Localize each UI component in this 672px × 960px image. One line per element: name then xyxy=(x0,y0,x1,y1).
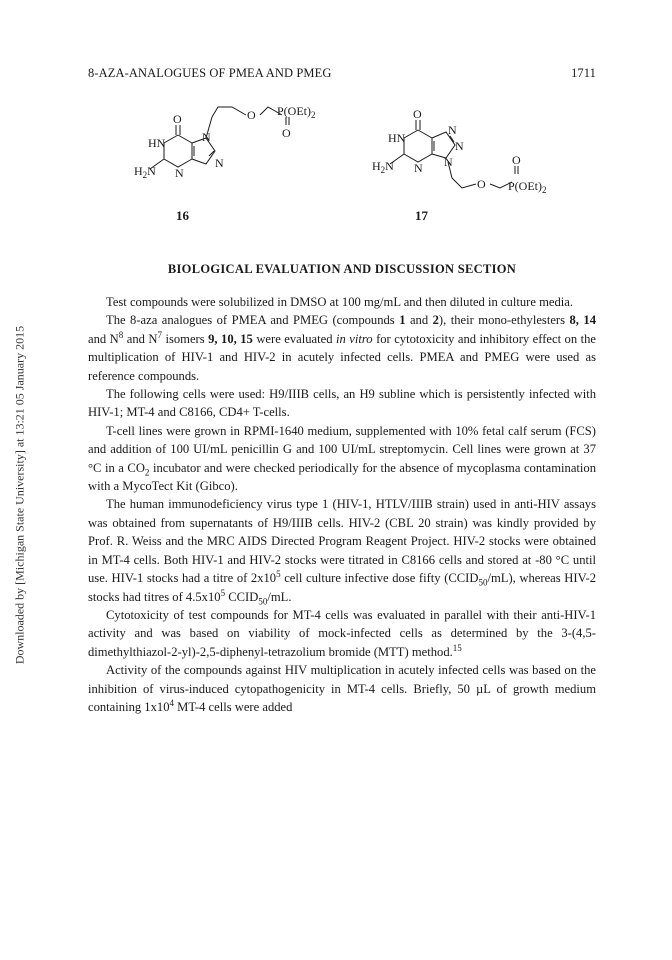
atom-p-group: $P(OEt)_2$ xyxy=(508,179,547,195)
atom-p-group: $P(OEt)_2$ xyxy=(277,104,316,120)
pyrimidine-ring xyxy=(164,135,192,167)
page-number: 1711 xyxy=(571,66,596,80)
compound-label-16: 16 xyxy=(176,208,189,223)
download-note: Downloaded by [Michigan State University] at 13:21 05 January 2015 xyxy=(12,325,27,665)
paragraph-3: The following cells were used: H9/IIIB cells, an H9 subline which is persistently infected with HIV-1; MT-4 and C8166, CD4+ T-cells. xyxy=(88,387,596,420)
atom-n3: N xyxy=(175,166,184,180)
section-heading: BIOLOGICAL EVALUATION AND DISCUSSION SECTION xyxy=(167,262,517,276)
atom-n9: N xyxy=(444,155,453,169)
download-sidebar xyxy=(12,300,28,690)
body-text xyxy=(88,293,596,716)
paragraph-2: The 8-aza analogues of PMEA and PMEG (compounds 1 and 2), their mono-ethylesters 8, 14 and $N^8$ and $N^7$ isomers 9, 10, 15 were evaluated in vitro for cytotoxicity and inhibitory effect on the multiplication of HIV-1 and HIV-2 in acutely infected cells. PMEA and PMEG were used as reference compounds. xyxy=(88,313,597,383)
atom-n7: N xyxy=(448,123,457,137)
paragraph-7: Activity of the compounds against HIV multiplication in acutely infected cells was based on the inhibition of virus-induced cytopathogenicity in MT-4 cells. Briefly, 50 µL of growth medium containing $1x10^4$ MT-4 cells were added xyxy=(88,663,596,714)
atom-h2n: $H_2N$ xyxy=(134,164,156,180)
paragraph-1: Test compounds were solubilized in DMSO at 100 mg/mL and then diluted in culture media. xyxy=(106,295,573,309)
pyrimidine-ring xyxy=(404,130,432,162)
atom-o-ether: O xyxy=(247,108,256,122)
paragraph-5: The human immunodeficiency virus type 1 (HIV-1, HTLV/IIIB strain) used in anti-HIV assays was obtained from supernatants of H9/IIIB cells. HIV-2 (CBL 20 strain) was kindly provided by Prof. R. Weiss and the MRC AIDS Directed Program Reagent Project. HIV-2 stocks were obtained in MT-4 cells. Both HIV-1 and HIV-2 stocks were titrated in C8166 cells and stored at -80 °C until use. HIV-1 stocks had a titre of $2x10^5$ cell culture infective dose fifty $(CCID_{50}/mL)$, whereas HIV-2 stocks had titres of $4.5x10^5$ $CCID_{50}/mL$. xyxy=(88,497,596,607)
atom-o-phos: O xyxy=(512,153,521,167)
atom-h2n: $H_2N$ xyxy=(372,159,394,175)
running-title: 8-AZA-ANALOGUES OF PMEA AND PMEG xyxy=(88,66,332,80)
structure-16 xyxy=(120,95,340,195)
atom-hn: HN xyxy=(388,131,406,145)
atom-n8: N xyxy=(215,156,224,170)
atom-n8: N xyxy=(455,139,464,153)
atom-o-carbonyl: O xyxy=(413,107,422,121)
running-head xyxy=(88,66,596,82)
structure-17 xyxy=(366,102,586,202)
atom-n7: N xyxy=(202,130,211,144)
paragraph-4: T-cell lines were grown in RPMI-1640 medium, supplemented with 10% fetal calf serum (FCS) and addition of 100 UI/mL penicillin G and 100 UI/mL streptomycin. Cell lines were grown at 37 °C in a $CO_2$ incubator and were checked periodically for the absence of mycoplasma contamination with a MycoTect Kit (Gibco). xyxy=(88,423,596,494)
compound-label-17: 17 xyxy=(415,208,428,223)
atom-o-carbonyl: O xyxy=(173,112,182,126)
atom-o-phos: O xyxy=(282,126,291,140)
atom-o-ether: O xyxy=(477,177,486,191)
paragraph-6: Cytotoxicity of test compounds for MT-4 cells was evaluated in parallel with their anti-HIV-1 activity and was based on viability of mock-infected cells as determined by the 3-(4,5-dimethylthiazol-2-yl)-2,5-diphenyl-tetrazolium bromide (MTT) method.$^{15}$ xyxy=(88,607,596,659)
atom-n3: N xyxy=(414,161,423,175)
atom-hn: HN xyxy=(148,136,166,150)
